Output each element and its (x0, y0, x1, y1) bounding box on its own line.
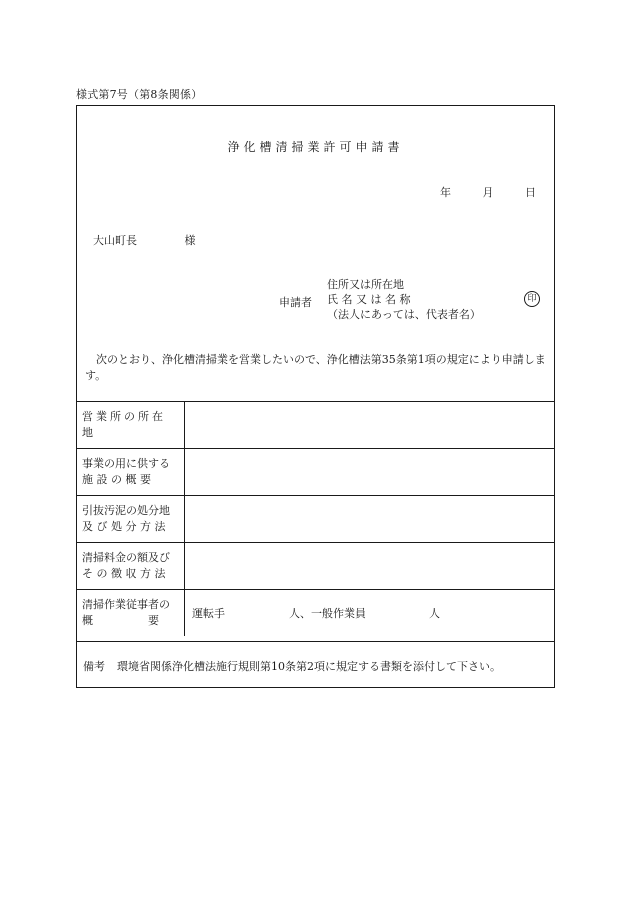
application-statement: 次のとおり、浄化槽清掃業を営業したいので、浄化槽法第35条第1項の規定により申請します。 (85, 353, 546, 382)
row-label-staff: 清掃作業従事者の 概 要 (77, 590, 185, 636)
drivers-label: 運転手 (192, 607, 225, 620)
form-title: 浄化槽清掃業許可申請書 (227, 140, 404, 154)
row-label-office-location: 営業所の所在地 (77, 402, 185, 448)
table-row (77, 448, 554, 495)
seal-mark: 印 (524, 291, 540, 307)
date-line (440, 184, 536, 200)
staff-field[interactable] (192, 590, 440, 636)
addressee-name: 大山町長 (93, 234, 137, 247)
applicant-note: （法人にあっては、代表者名） (327, 308, 481, 321)
row-label-fees: 清掃料金の額及び そ の 徴 収 方 法 (77, 543, 185, 589)
date-year: 年 (440, 186, 451, 199)
addressee (93, 232, 196, 248)
application-form (76, 105, 555, 688)
applicant-block (327, 277, 481, 322)
applicant-name-label: 氏 名 又 は 名 称 (327, 293, 411, 306)
detail-table (77, 401, 554, 636)
table-row (77, 401, 554, 448)
drivers-unit-label: 人、一般作業員 (289, 607, 366, 620)
workers-unit-label: 人 (429, 607, 440, 620)
addressee-honorific: 様 (184, 234, 196, 247)
row-label-facilities: 事業の用に供する 施 設 の 概 要 (77, 449, 185, 495)
table-row (77, 495, 554, 542)
table-row (77, 589, 554, 636)
date-day: 日 (525, 186, 536, 199)
notes-text: 環境省関係浄化槽法施行規則第10条第2項に規定する書類を添付して下さい。 (117, 659, 501, 673)
form-number: 様式第7号（第8条関係） (76, 88, 203, 101)
applicant-address-label: 住所又は所在地 (327, 278, 404, 291)
notes-heading: 備考 (83, 659, 105, 673)
row-label-sludge-disposal: 引抜汚泥の処分地 及 び 処 分 方 法 (77, 496, 185, 542)
table-row (77, 542, 554, 589)
applicant-label: 申請者 (279, 296, 312, 309)
date-month: 月 (482, 186, 494, 199)
notes-row (77, 641, 554, 689)
